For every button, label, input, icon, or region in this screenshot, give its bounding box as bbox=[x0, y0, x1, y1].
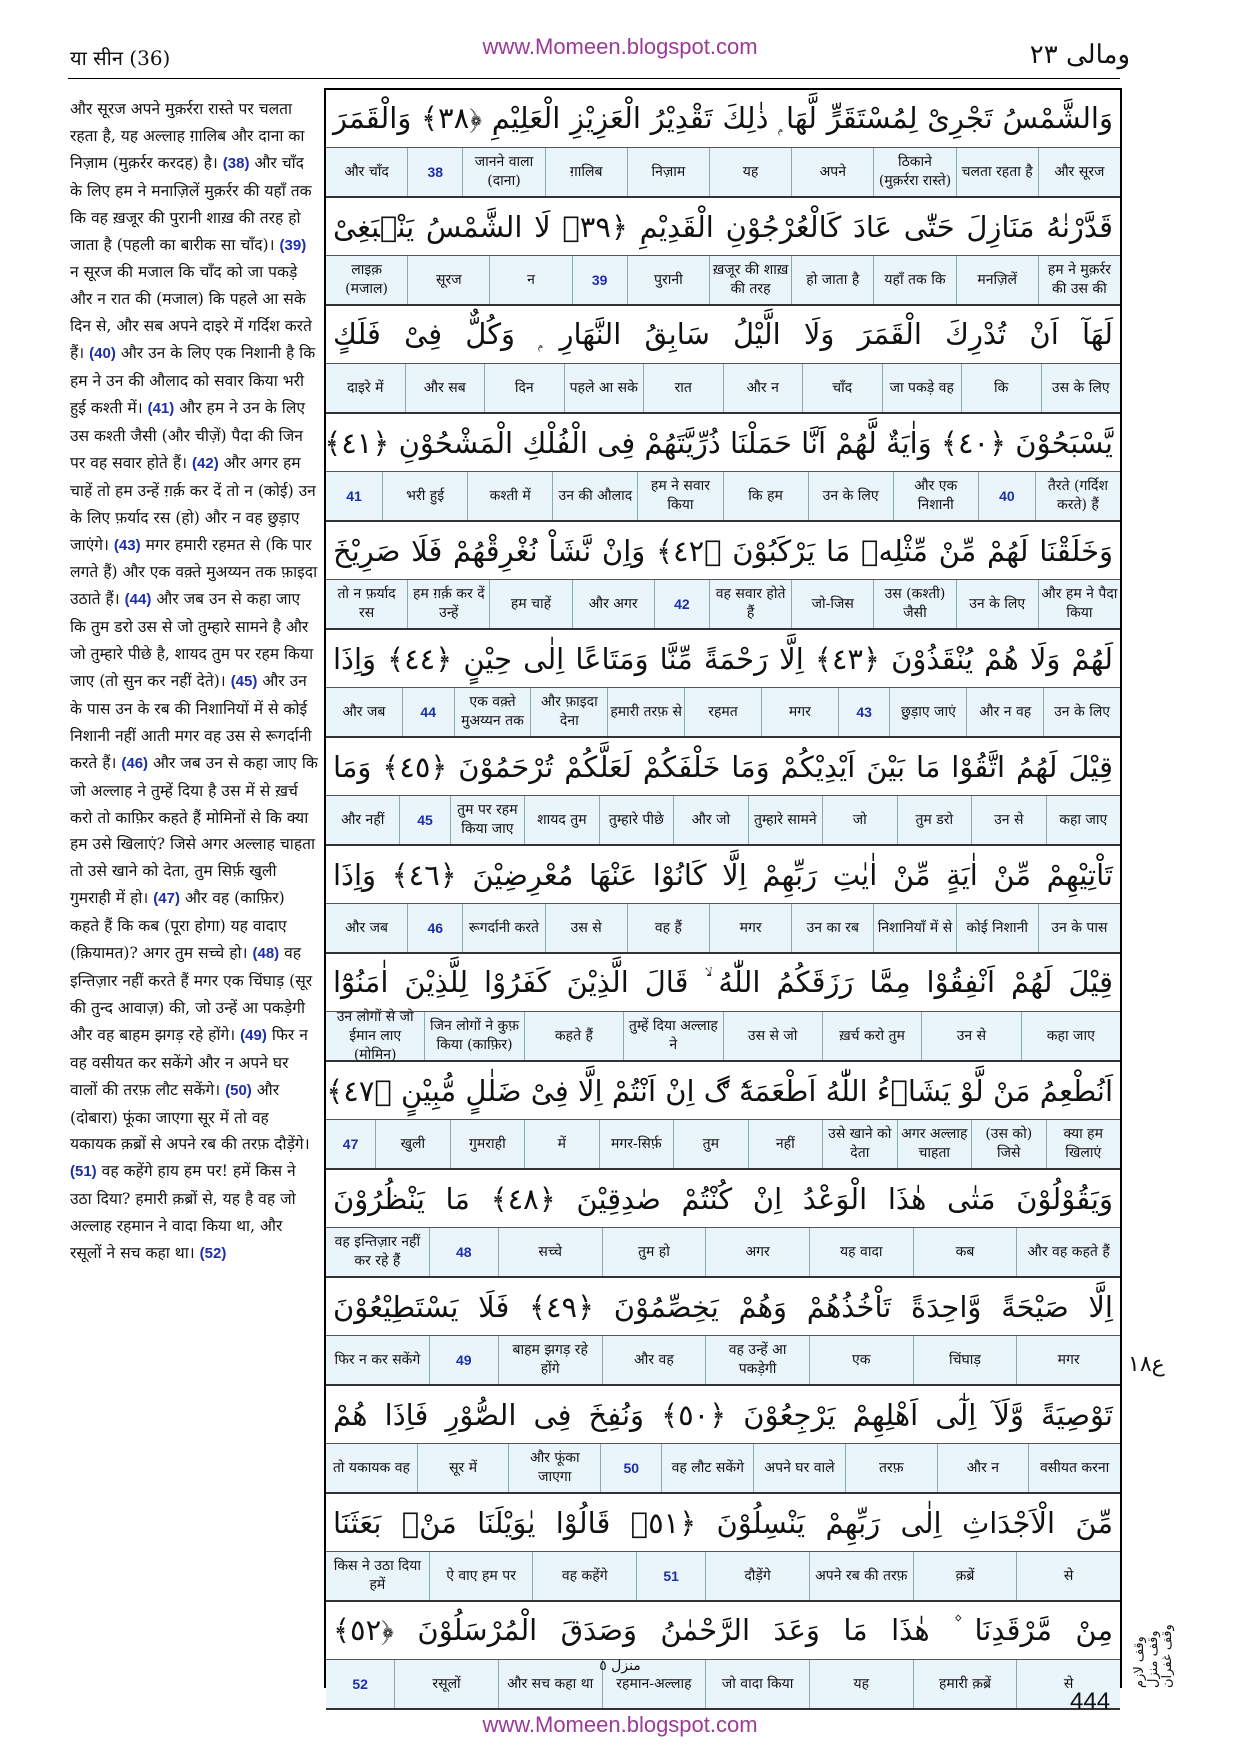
header-url[interactable]: www.Momeen.blogspot.com bbox=[482, 34, 758, 59]
gloss-cell: पहले आ सके bbox=[564, 364, 644, 412]
gloss-cell: उन के लिए bbox=[956, 580, 1038, 628]
gloss-cell: तुम्हारे सामने bbox=[748, 796, 822, 844]
arabic-line bbox=[326, 1602, 1120, 1660]
gloss-cell: किस ने उठा दिया हमें bbox=[333, 1558, 421, 1593]
gloss-cell: कोई निशानी bbox=[956, 904, 1038, 952]
juz-name: ومالی ۲۳ bbox=[1029, 40, 1130, 70]
gloss-cell: और फ़ाइदा देना bbox=[530, 688, 607, 736]
gloss-row bbox=[326, 1120, 1120, 1170]
gloss-cell: अपने bbox=[791, 148, 873, 196]
translation-text: और उन के लिए एक निशानी है कि हम ने उन की औलाद को सवार किया भरी हुई कश्ती में। bbox=[70, 344, 316, 417]
gloss-verse-number: 51 bbox=[636, 1552, 705, 1600]
gloss-cell: तुम हो bbox=[602, 1228, 706, 1276]
verse-number: (41) bbox=[147, 399, 175, 417]
verse-number: (48) bbox=[252, 945, 280, 963]
arabic-text: اِلَّا صَيْحَةً وَّاحِدَةً تَاْخُذُهُمْ وَهُمْ يَخِصِّمُوْنَ ﴿٤٩﴾ فَلَا يَسْتَطِيْعُوْنَ bbox=[333, 1289, 1113, 1324]
gloss-cell: वह इन्तिज़ार नहीं कर रहे हैं bbox=[334, 1234, 421, 1269]
gloss-cell: रात bbox=[643, 364, 723, 412]
gloss-cell: हो जाता है bbox=[791, 256, 873, 304]
manzil-label: منزل ٥ bbox=[599, 1658, 641, 1674]
gloss-cell: और न bbox=[723, 364, 803, 412]
gloss-cell: से bbox=[1016, 1660, 1120, 1708]
gloss-row bbox=[326, 580, 1120, 630]
gloss-row bbox=[326, 796, 1120, 846]
translation-text: और हम ने उन के लिए उस कश्ती जैसी (और चीज़ें) पैदा की जिन पर वह सवार होते हैं। bbox=[70, 398, 306, 472]
gloss-cell: उन लोगों से जो ईमान लाए (मोमिन) bbox=[336, 1008, 414, 1063]
translation-text: और वह (काफ़िर) कहते हैं कि कब (पूरा होगा) यह वादाए (क़ियामत)? अगर तुम सच्चे हो। bbox=[70, 889, 287, 963]
arabic-text: لَهَآ اَنْ تُدْرِكَ الْقَمَرَ وَلَا الَّيْلُ سَابِقُ النَّهَارِ ۭ وَكُلٌّ فِىْ فَلَكٍ bbox=[333, 317, 1113, 351]
gloss-row bbox=[326, 1336, 1120, 1386]
gloss-cell: मगर bbox=[1016, 1336, 1120, 1384]
gloss-cell: तैरते (गर्दिश करते) हैं bbox=[1035, 472, 1120, 520]
gloss-verse-number: 50 bbox=[600, 1444, 661, 1492]
gloss-verse-number: 43 bbox=[838, 688, 890, 736]
verse-number: (39) bbox=[279, 236, 307, 254]
arabic-line bbox=[326, 1278, 1120, 1336]
gloss-cell: वसीयत करना bbox=[1028, 1444, 1120, 1492]
gloss-row bbox=[326, 1228, 1120, 1278]
gloss-cell: हमारी क़ब्रें bbox=[913, 1660, 1017, 1708]
arabic-text: وَيَقُوْلُوْنَ مَتٰى هٰذَا الْوَعْدُ اِنْ كُنْتُمْ صٰدِقِيْنَ ﴿٤٨﴾ مَا يَنْظُرُوْنَ bbox=[333, 1181, 1114, 1216]
gloss-cell: उस से bbox=[545, 904, 627, 952]
gloss-cell: उस से जो bbox=[723, 1012, 822, 1060]
gloss-cell: तुम bbox=[673, 1120, 747, 1168]
translation-text: और चाँद के लिए हम ने मनाज़िलें मुक़र्रर की यहाँ तक कि वह ख़जूर की पुरानी शाख़ की तरह हो जाता है (पहली का बारीक सा चाँद)। bbox=[70, 153, 312, 254]
surah-name: या सीन (36) bbox=[70, 46, 171, 70]
gloss-cell: दिन bbox=[484, 364, 564, 412]
ruku-mark: ع۱۸ bbox=[1128, 1352, 1165, 1377]
gloss-cell: अगर अल्लाह चाहता bbox=[897, 1120, 971, 1168]
gloss-cell: कि हम bbox=[723, 472, 808, 520]
gloss-cell: जो-जिस bbox=[791, 580, 873, 628]
gloss-row bbox=[326, 364, 1120, 414]
gloss-row bbox=[326, 256, 1120, 306]
gloss-cell: वह उन्हें आ पकड़ेगी bbox=[705, 1336, 809, 1384]
gloss-verse-number: 47 bbox=[342, 1135, 359, 1152]
verse-number: (42) bbox=[192, 454, 219, 472]
arabic-line bbox=[326, 414, 1120, 472]
translation-text: और जब उन से कहा जाए कि जो अल्लाह ने तुम्हें दिया है उस में से ख़र्च करो तो काफ़िर कहते हैं मोमिनों से कि क्या हम उसे खिलाएं? जिसे अगर अल्लाह चाहता तो उसे खाने को देता, तुम सिर्फ़ खुली गुमराही में हो। bbox=[70, 753, 318, 908]
gloss-cell: और अगर bbox=[572, 580, 654, 628]
gloss-cell: पुरानी bbox=[627, 256, 709, 304]
gloss-cell: (उस को) जिसे bbox=[971, 1120, 1045, 1168]
gloss-cell: हम चाहें bbox=[489, 580, 571, 628]
gloss-cell: और सब bbox=[405, 364, 485, 412]
translation-column bbox=[70, 96, 318, 1684]
gloss-cell: निशानियाँ में से bbox=[873, 904, 955, 952]
gloss-cell: हम ने मुक़र्रर की उस की bbox=[1038, 256, 1120, 304]
gloss-cell: ख़जूर की शाख़ की तरह bbox=[709, 256, 791, 304]
gloss-cell: और न वह bbox=[966, 688, 1043, 736]
arabic-line bbox=[326, 198, 1120, 256]
gloss-cell: क़ब्रें bbox=[913, 1552, 1017, 1600]
gloss-cell: से bbox=[1016, 1552, 1120, 1600]
gloss-cell: मगर-सिर्फ़ bbox=[599, 1120, 673, 1168]
gloss-cell: सूरज bbox=[407, 256, 489, 304]
verse-number: (49) bbox=[240, 1026, 267, 1044]
gloss-cell: हम ने सवार किया bbox=[637, 472, 722, 520]
gloss-cell: यहाँ तक कि bbox=[873, 256, 955, 304]
gloss-cell: शायद तुम bbox=[524, 796, 598, 844]
gloss-cell: कि bbox=[961, 364, 1041, 412]
arabic-line bbox=[326, 1062, 1120, 1120]
gloss-cell: एक bbox=[809, 1336, 913, 1384]
footer-url[interactable]: www.Momeen.blogspot.com bbox=[482, 1712, 758, 1737]
gloss-cell: फिर न कर सकेंगे bbox=[334, 1351, 421, 1368]
gloss-cell: जानने वाला (दाना) bbox=[462, 148, 544, 196]
translation-text: और जब उन से कहा जाए कि तुम डरो उस से जो तुम्हारे सामने है और जो तुम्हारे पीछे है, शायद तुम पर रहम किया जाए (तो सुन कर नहीं देते)। bbox=[70, 590, 314, 691]
gloss-cell: सच्चे bbox=[498, 1228, 602, 1276]
gloss-verse-number: 41 bbox=[346, 487, 362, 504]
gloss-cell: उसे खाने को देता bbox=[822, 1120, 896, 1168]
gloss-cell: जिन लोगों ने कुफ़ किया (काफ़िर) bbox=[424, 1012, 523, 1060]
gloss-cell: और जब bbox=[342, 703, 386, 720]
gloss-cell: और वह bbox=[602, 1336, 706, 1384]
gloss-cell: और नहीं bbox=[341, 811, 385, 828]
verse-number: (52) bbox=[199, 1245, 227, 1263]
translation-text: न सूरज की मजाल कि चाँद को जा पकड़े और न रात की (मजाल) कि पहले आ सके दिन से, और सब अपने दाइरे में गर्दिश करते हैं। bbox=[70, 263, 312, 363]
gloss-cell: और जो bbox=[673, 796, 747, 844]
translation-text: और सूरज अपने मुक़र्ररा रास्ते पर चलता रहता है, यह अल्लाह ग़ालिब और दाना का निज़ाम (मुक़र्रर करदह) है। bbox=[70, 100, 305, 172]
gloss-cell: और सूरज bbox=[1038, 148, 1120, 196]
header-divider bbox=[68, 78, 1120, 79]
gloss-cell: यह bbox=[709, 148, 791, 196]
gloss-cell: अगर bbox=[705, 1228, 809, 1276]
arabic-line bbox=[326, 522, 1120, 580]
verse-number: (50) bbox=[225, 1081, 252, 1099]
arabic-text: قَدَّرْنٰهُ مَنَازِلَ حَتّٰى عَادَ كَالْعُرْجُوْنِ الْقَدِيْمِ ﴿٣٩﴾ لَا الشَّمْسُ يَنْۢبَغِىْ bbox=[333, 209, 1113, 244]
verse-number: (38) bbox=[222, 154, 250, 172]
gloss-cell: कहते हैं bbox=[524, 1012, 623, 1060]
arabic-line bbox=[326, 306, 1120, 364]
translation-text: मगर हमारी रहमत से (कि पार लगते हैं) और एक वक़्ते मुअय्यन तक फ़ाइदा उठाते हैं। bbox=[70, 535, 318, 609]
gloss-cell: जो bbox=[822, 796, 896, 844]
gloss-cell: यह वादा bbox=[809, 1228, 913, 1276]
gloss-cell: उन की औलाद bbox=[552, 472, 637, 520]
translation-text: फिर न वह वसीयत कर सकेंगे और न अपने घर वालों की तरफ़ लौट सकेंगे। bbox=[70, 1025, 308, 1099]
arabic-text: قِيْلَ لَهُمُ اتَّقُوْا مَا بَيْنَ اَيْدِيْكُمْ وَمَا خَلْفَكُمْ لَعَلَّكُمْ تُرْحَمُوْنَ ﴿٤٥﴾ وَمَا bbox=[333, 749, 1113, 784]
gloss-cell: ख़र्च करो तुम bbox=[822, 1012, 921, 1060]
arabic-line bbox=[326, 1170, 1120, 1228]
gloss-verse-number: 45 bbox=[399, 796, 449, 844]
gloss-cell: न bbox=[489, 256, 571, 304]
gloss-cell: अपने रब की तरफ़ bbox=[809, 1552, 913, 1600]
gloss-cell: एक वक़्ते मुअय्यन तक bbox=[454, 688, 531, 736]
gloss-cell: चिंघाड़ bbox=[913, 1336, 1017, 1384]
gloss-row bbox=[326, 904, 1120, 954]
gloss-verse-number: 49 bbox=[429, 1336, 498, 1384]
page-number: 444 bbox=[1070, 1688, 1111, 1715]
waqf-note: وقف لازم bbox=[1132, 1636, 1147, 1688]
gloss-verse-number: 42 bbox=[654, 580, 709, 628]
gloss-cell: उन से bbox=[921, 1012, 1020, 1060]
gloss-cell: बाहम झगड़ रहे होंगे bbox=[498, 1336, 602, 1384]
verse-number: (51) bbox=[70, 1163, 97, 1181]
gloss-cell: मगर bbox=[709, 904, 791, 952]
gloss-row bbox=[326, 148, 1120, 198]
gloss-verse-number: 38 bbox=[407, 148, 462, 196]
gloss-cell: रहमान-अल्लाह bbox=[602, 1660, 706, 1708]
gloss-cell: रूगर्दानी करते bbox=[462, 904, 544, 952]
gloss-cell: और फूंका जाएगा bbox=[508, 1444, 600, 1492]
translation-text: और (दोबारा) फूंका जाएगा सूर में तो वह यकायक क़ब्रों से अपने रब की तरफ़ दौड़ेंगे। bbox=[70, 1080, 310, 1154]
arabic-text: وَخَلَقْنَا لَهُمْ مِّنْ مِّثْلِهٖ مَا يَرْكَبُوْنَ ﴿٤٢﴾ وَاِنْ نَّشَاْ نُغْرِقْهُمْ فَلَا صَرِيْخَ bbox=[333, 533, 1113, 568]
translation-text: वह कहेंगे हाय हम पर! हमें किस ने उठा दिया? हमारी क़ब्रों से, यह है वह जो अल्लाह रहमान ने वादा किया था, और रसूलों ने सच कहा था। bbox=[70, 1162, 296, 1263]
arabic-line bbox=[326, 1494, 1120, 1552]
gloss-cell: छुड़ाए जाएं bbox=[889, 688, 966, 736]
translation-text: और उन के पास उन के रब की निशानियों में से कोई निशानी नहीं आती मगर वह उस से रूगर्दानी करते हैं। bbox=[70, 672, 312, 772]
gloss-verse-number: 48 bbox=[429, 1228, 498, 1276]
gloss-cell: तुम डरो bbox=[897, 796, 971, 844]
gloss-cell: तुम्हारे पीछे bbox=[599, 796, 673, 844]
gloss-cell: ठिकाने (मुक़र्ररा रास्ते) bbox=[873, 148, 955, 196]
word-by-word-panel bbox=[324, 88, 1122, 1692]
gloss-cell: कब bbox=[913, 1228, 1017, 1276]
gloss-cell: उन के पास bbox=[1038, 904, 1120, 952]
gloss-row bbox=[326, 1444, 1120, 1494]
arabic-line bbox=[326, 90, 1120, 148]
gloss-cell: उन से bbox=[971, 796, 1045, 844]
gloss-cell: भरी हुई bbox=[382, 472, 467, 520]
gloss-cell: क्या हम खिलाएं bbox=[1046, 1120, 1120, 1168]
gloss-cell: चलता रहता है bbox=[956, 148, 1038, 196]
gloss-cell: तुम्हें दिया अल्लाह ने bbox=[623, 1012, 722, 1060]
gloss-cell: उन के लिए bbox=[808, 472, 893, 520]
gloss-cell: हम ग़र्क़ कर दें उन्हें bbox=[407, 580, 489, 628]
gloss-cell: में bbox=[524, 1120, 598, 1168]
gloss-cell: उस (कश्ती) जैसी bbox=[873, 580, 955, 628]
gloss-cell: जा पकड़े वह bbox=[882, 364, 962, 412]
verse-number: (40) bbox=[89, 345, 116, 363]
arabic-text: لَهُمْ وَلَا هُمْ يُنْقَذُوْنَ ﴿٤٣﴾ اِلَّا رَحْمَةً مِّنَّا وَمَتَاعًا اِلٰى حِيْنٍ ﴿٤٤﴾ وَاِذَا bbox=[333, 641, 1113, 676]
gloss-cell: और चाँद bbox=[344, 163, 389, 180]
gloss-cell: उन का रब bbox=[791, 904, 873, 952]
gloss-cell: वह लौट सकेंगे bbox=[661, 1444, 753, 1492]
gloss-cell: यह bbox=[809, 1660, 913, 1708]
gloss-verse-number: 52 bbox=[352, 1675, 368, 1692]
arabic-line bbox=[326, 954, 1120, 1012]
verse-number: (44) bbox=[124, 591, 152, 609]
gloss-cell: उस के लिए bbox=[1041, 364, 1121, 412]
gloss-row bbox=[326, 1552, 1120, 1602]
gloss-cell: हमारी तरफ़ से bbox=[607, 688, 684, 736]
gloss-cell: और वह कहते हैं bbox=[1016, 1228, 1120, 1276]
gloss-cell: चाँद bbox=[802, 364, 882, 412]
gloss-cell: और जब bbox=[345, 919, 389, 936]
gloss-cell: वह हैं bbox=[627, 904, 709, 952]
waqf-note: وقف منزل bbox=[1146, 1630, 1161, 1688]
gloss-cell: मगर bbox=[761, 688, 838, 736]
arabic-text: تَوْصِيَةً وَّلَآ اِلٰٓى اَهْلِهِمْ يَرْجِعُوْنَ ﴿٥٠﴾ وَنُفِخَ فِى الصُّوْرِ فَاِذَا هُمْ bbox=[333, 1397, 1113, 1432]
gloss-cell: कहा जाए bbox=[1021, 1012, 1120, 1060]
gloss-cell: निज़ाम bbox=[627, 148, 709, 196]
gloss-cell: रसूलों bbox=[394, 1660, 498, 1708]
gloss-cell: उन के लिए bbox=[1043, 688, 1120, 736]
gloss-verse-number: 44 bbox=[402, 688, 454, 736]
gloss-cell: रहमत bbox=[684, 688, 761, 736]
translation-text: और अगर हम चाहें तो हम उन्हें ग़र्क़ कर दें तो न (कोई) उन के लिए फ़र्याद रस (हो) और न वह छुड़ाए जाएंगे। bbox=[70, 453, 316, 554]
gloss-cell: वह सवार होते हैं bbox=[709, 580, 791, 628]
gloss-cell: और न bbox=[937, 1444, 1029, 1492]
gloss-cell: कश्ती में bbox=[467, 472, 552, 520]
gloss-cell: ग़ालिब bbox=[545, 148, 627, 196]
arabic-text: اَنُطْعِمُ مَنْ لَّوْ يَشَاۗءُ اللّٰهُ اَطْعَمَهٗٓ ڰ اِنْ اَنْتُمْ اِلَّا فِىْ ضَلٰلٍ مُّبِيْنٍ ﴿٤٧﴾ bbox=[326, 1073, 1113, 1108]
gloss-cell: तो यकायक वह bbox=[332, 1459, 410, 1476]
arabic-line bbox=[326, 846, 1120, 904]
gloss-row bbox=[326, 472, 1120, 522]
gloss-cell: और सच कहा था bbox=[498, 1660, 602, 1708]
gloss-cell: लाइक़ (मजाल) bbox=[345, 262, 388, 297]
arabic-text: مِنْ مَّرْقَدِنَا ۫ هٰذَا مَا وَعَدَ الرَّحْمٰنُ وَصَدَقَ الْمُرْسَلُوْنَ ﴿٥٢﴾ bbox=[333, 1613, 1113, 1647]
verse-number: (45) bbox=[230, 673, 258, 691]
gloss-cell: जो वादा किया bbox=[705, 1660, 809, 1708]
gloss-cell: ऐ वाए हम पर bbox=[429, 1552, 533, 1600]
translation-text: वह इन्तिज़ार नहीं करते हैं मगर एक चिंघाड़ (सूर की तुन्द आवाज़) की, जो उन्हें आ पकड़ेगी और वह बाहम झगड़ रहे होंगे। bbox=[70, 944, 313, 1044]
gloss-cell: खुली bbox=[375, 1120, 449, 1168]
arabic-text: قِيْلَ لَهُمْ اَنْفِقُوْا مِمَّا رَزَقَكُمُ اللّٰهُ ۙ قَالَ الَّذِيْنَ كَفَرُوْا لِلَّذِيْنَ اٰمَنُوْٓا bbox=[333, 965, 1113, 999]
waqf-note: وقف غفران bbox=[1160, 1624, 1175, 1688]
arabic-text: تَاْتِيْهِمْ مِّنْ اٰيَةٍ مِّنْ اٰيٰتِ رَبِّهِمْ اِلَّا كَانُوْا عَنْهَا مُعْرِضِيْنَ ﴿٤٦﴾ وَاِذَا bbox=[333, 857, 1113, 892]
verse-number: (47) bbox=[153, 890, 180, 908]
verse-number: (46) bbox=[121, 754, 149, 772]
gloss-cell: वह कहेंगे bbox=[532, 1552, 636, 1600]
gloss-cell: सूर में bbox=[417, 1444, 509, 1492]
arabic-text: مِّنَ الْاَجْدَاثِ اِلٰى رَبِّهِمْ يَنْسِلُوْنَ ﴿٥١﴾ قَالُوْا يٰوَيْلَنَا مَنْۢ بَعَثَنَا bbox=[333, 1505, 1113, 1540]
arabic-line bbox=[326, 630, 1120, 688]
arabic-line bbox=[326, 738, 1120, 796]
gloss-cell: मनज़िलें bbox=[956, 256, 1038, 304]
gloss-cell: तो न फ़र्याद रस bbox=[337, 586, 396, 621]
arabic-text: يَّسْبَحُوْنَ ﴿٤٠﴾ وَاٰيَةٌ لَّهُمْ اَنَّا حَمَلْنَا ذُرِّيَّتَهُمْ فِى الْفُلْكِ الْمَشْحُوْنِ ﴿٤١﴾ bbox=[324, 425, 1113, 460]
gloss-cell: तरफ़ bbox=[845, 1444, 937, 1492]
gloss-cell: और हम ने पैदा किया bbox=[1038, 580, 1120, 628]
gloss-cell: तुम पर रहम किया जाए bbox=[450, 796, 524, 844]
gloss-verse-number: 40 bbox=[978, 472, 1035, 520]
gloss-cell: दाइरे में bbox=[347, 379, 384, 396]
gloss-row bbox=[326, 1008, 1120, 1063]
gloss-verse-number: 46 bbox=[407, 904, 462, 952]
gloss-row bbox=[326, 688, 1120, 738]
gloss-cell: और एक निशानी bbox=[893, 472, 978, 520]
gloss-cell: दौड़ेंगे bbox=[705, 1552, 809, 1600]
gloss-verse-number: 39 bbox=[572, 256, 627, 304]
gloss-cell: कहा जाए bbox=[1046, 796, 1120, 844]
verse-number: (43) bbox=[113, 536, 141, 554]
gloss-cell: नहीं bbox=[748, 1120, 822, 1168]
gloss-cell: गुमराही bbox=[450, 1120, 524, 1168]
gloss-cell: अपने घर वाले bbox=[753, 1444, 845, 1492]
arabic-line bbox=[326, 1386, 1120, 1444]
arabic-text: وَالشَّمْسُ تَجْرِىْ لِمُسْتَقَرٍّ لَّهَا ۭ ذٰلِكَ تَقْدِيْرُ الْعَزِيْزِ الْعَلِيْمِ ﴿٣٨﴾ وَالْقَمَرَ bbox=[333, 101, 1113, 135]
